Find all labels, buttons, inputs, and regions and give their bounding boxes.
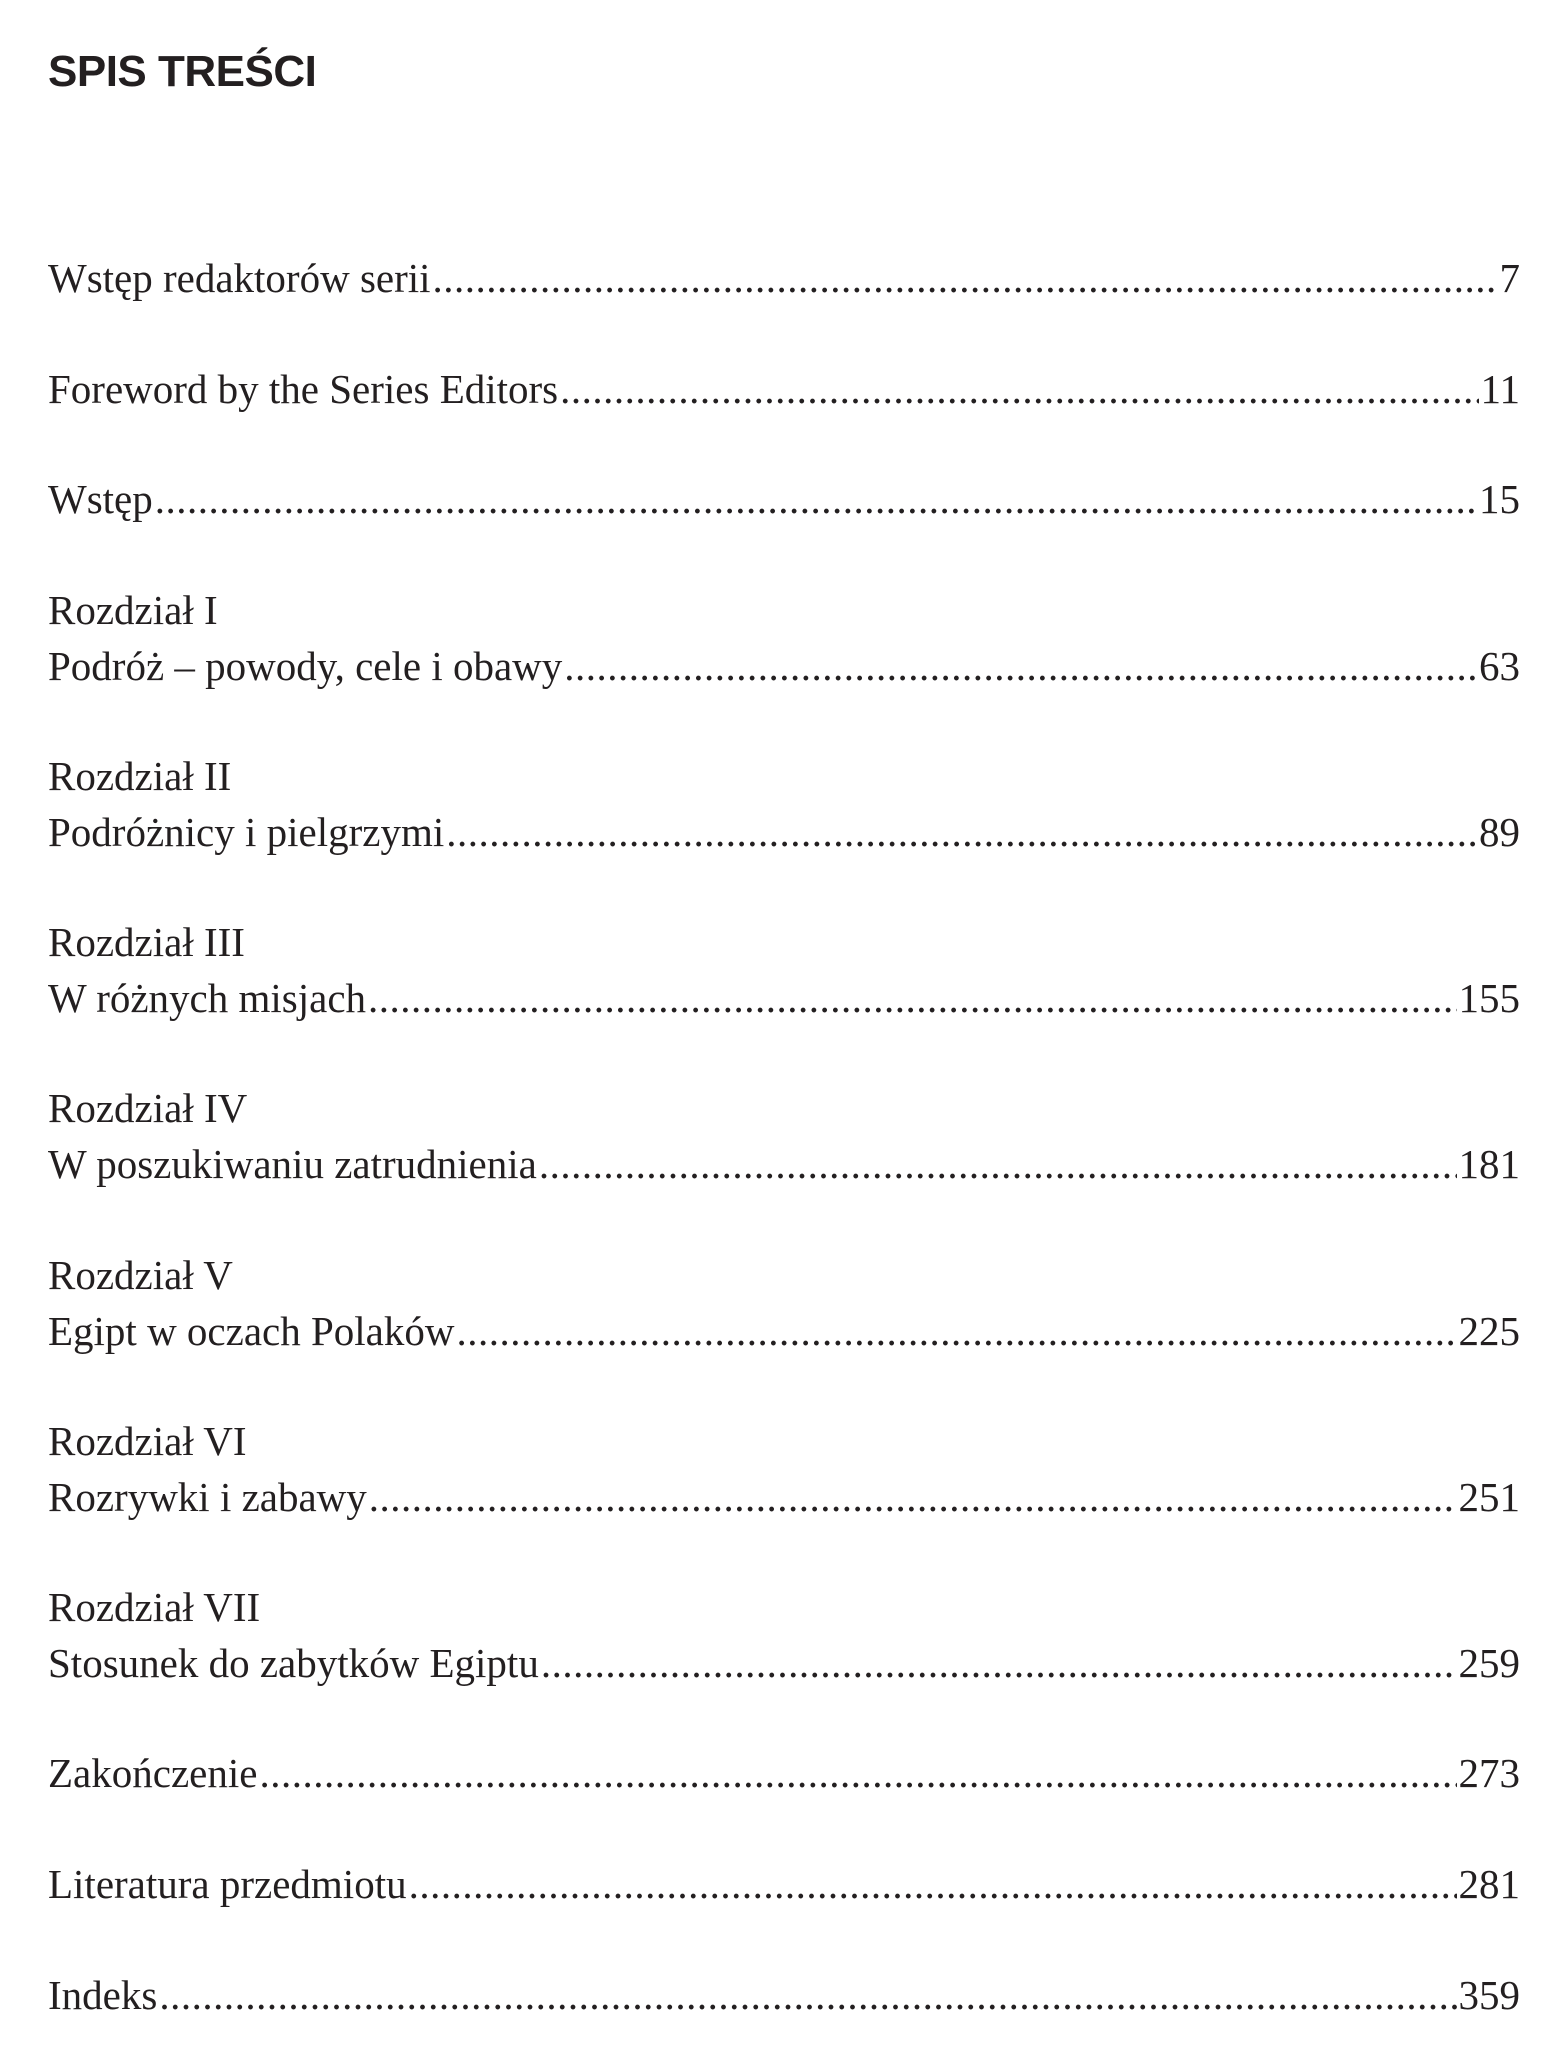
chapter-label: Rozdział III <box>48 919 245 965</box>
toc-entry-line <box>48 970 1520 1026</box>
dot-leader <box>409 1856 1457 1912</box>
dot-leader <box>539 1136 1457 1192</box>
toc-entry-title: Egipt w oczach Polaków <box>48 1308 455 1354</box>
toc-entry-title: Podróżnicy i pielgrzymi <box>48 809 445 855</box>
toc-entry-line <box>48 1469 1520 1525</box>
toc-page-number: 259 <box>1458 1640 1520 1686</box>
toc-entry[interactable] <box>48 748 1520 860</box>
toc-page-number: 15 <box>1479 476 1520 522</box>
toc-entry[interactable] <box>48 471 1520 527</box>
chapter-label: Rozdział II <box>48 753 232 799</box>
toc-page-number: 281 <box>1458 1861 1520 1907</box>
toc-page-number: 225 <box>1458 1308 1520 1354</box>
toc-page-number: 7 <box>1499 255 1520 301</box>
chapter-label: Rozdział VII <box>48 1584 261 1630</box>
chapter-label: Rozdział I <box>48 587 218 633</box>
toc-entry-line <box>48 1635 1520 1691</box>
toc-entry-line <box>48 250 1520 306</box>
toc-entry-line <box>48 1136 1520 1192</box>
toc-entry[interactable] <box>48 361 1520 417</box>
toc-page-number: 181 <box>1458 1141 1520 1187</box>
toc-entry-title: Stosunek do zabytków Egiptu <box>48 1640 539 1686</box>
dot-leader <box>560 361 1478 417</box>
toc-entry-line <box>48 638 1520 694</box>
toc-entry-line <box>48 1745 1520 1801</box>
toc-entry-line <box>48 1967 1520 2023</box>
toc-entry[interactable] <box>48 1967 1520 2023</box>
dot-leader <box>155 471 1477 527</box>
dot-leader <box>259 1745 1456 1801</box>
toc-entry-title: W poszukiwaniu zatrudnienia <box>48 1141 537 1187</box>
dot-leader <box>369 1469 1457 1525</box>
toc-entry-line <box>48 361 1520 417</box>
dot-leader <box>446 804 1477 860</box>
chapter-label: Rozdział V <box>48 1252 233 1298</box>
toc-entry[interactable] <box>48 1247 1520 1359</box>
toc-page-number: 11 <box>1480 366 1520 412</box>
dot-leader <box>564 638 1477 694</box>
dot-leader <box>159 1967 1456 2023</box>
dot-leader <box>541 1635 1457 1691</box>
toc-page-number: 63 <box>1479 643 1520 689</box>
toc-entry-title: Foreword by the Series Editors <box>48 366 559 412</box>
toc-page-number: 251 <box>1458 1474 1520 1520</box>
toc-entry[interactable] <box>48 1579 1520 1691</box>
toc-entry[interactable] <box>48 250 1520 306</box>
toc-entry[interactable] <box>48 1413 1520 1525</box>
dot-leader <box>456 1303 1456 1359</box>
toc-entry[interactable] <box>48 1856 1520 1912</box>
toc-entry-title: Indeks <box>48 1972 158 2018</box>
toc-entry-line <box>48 471 1520 527</box>
toc-entry[interactable] <box>48 582 1520 694</box>
toc-entry-title: Rozrywki i zabawy <box>48 1474 367 1520</box>
toc-entry-title: Podróż – powody, cele i obawy <box>48 643 563 689</box>
toc-page-number: 155 <box>1458 975 1520 1021</box>
toc-entry-line <box>48 1856 1520 1912</box>
toc-entry-title: Wstęp <box>48 476 153 522</box>
toc-entry-title: W różnych misjach <box>48 975 367 1021</box>
dot-leader <box>368 970 1456 1026</box>
toc-page-number: 359 <box>1458 1972 1520 2018</box>
toc-entry-line <box>48 804 1520 860</box>
chapter-label: Rozdział VI <box>48 1418 247 1464</box>
page-title: SPIS TREŚCI <box>48 47 317 96</box>
dot-leader <box>433 250 1498 306</box>
toc-entry[interactable] <box>48 1745 1520 1801</box>
toc-page-number: 273 <box>1458 1750 1520 1796</box>
toc-entry[interactable] <box>48 1080 1520 1192</box>
toc-entry-title: Zakończenie <box>48 1750 258 1796</box>
toc-page-number: 89 <box>1479 809 1520 855</box>
toc-entry-title: Literatura przedmiotu <box>48 1861 407 1907</box>
toc-entry-title: Wstęp redaktorów serii <box>48 255 431 301</box>
toc-entry[interactable] <box>48 914 1520 1026</box>
toc-entry-line <box>48 1303 1520 1359</box>
chapter-label: Rozdział IV <box>48 1085 248 1131</box>
